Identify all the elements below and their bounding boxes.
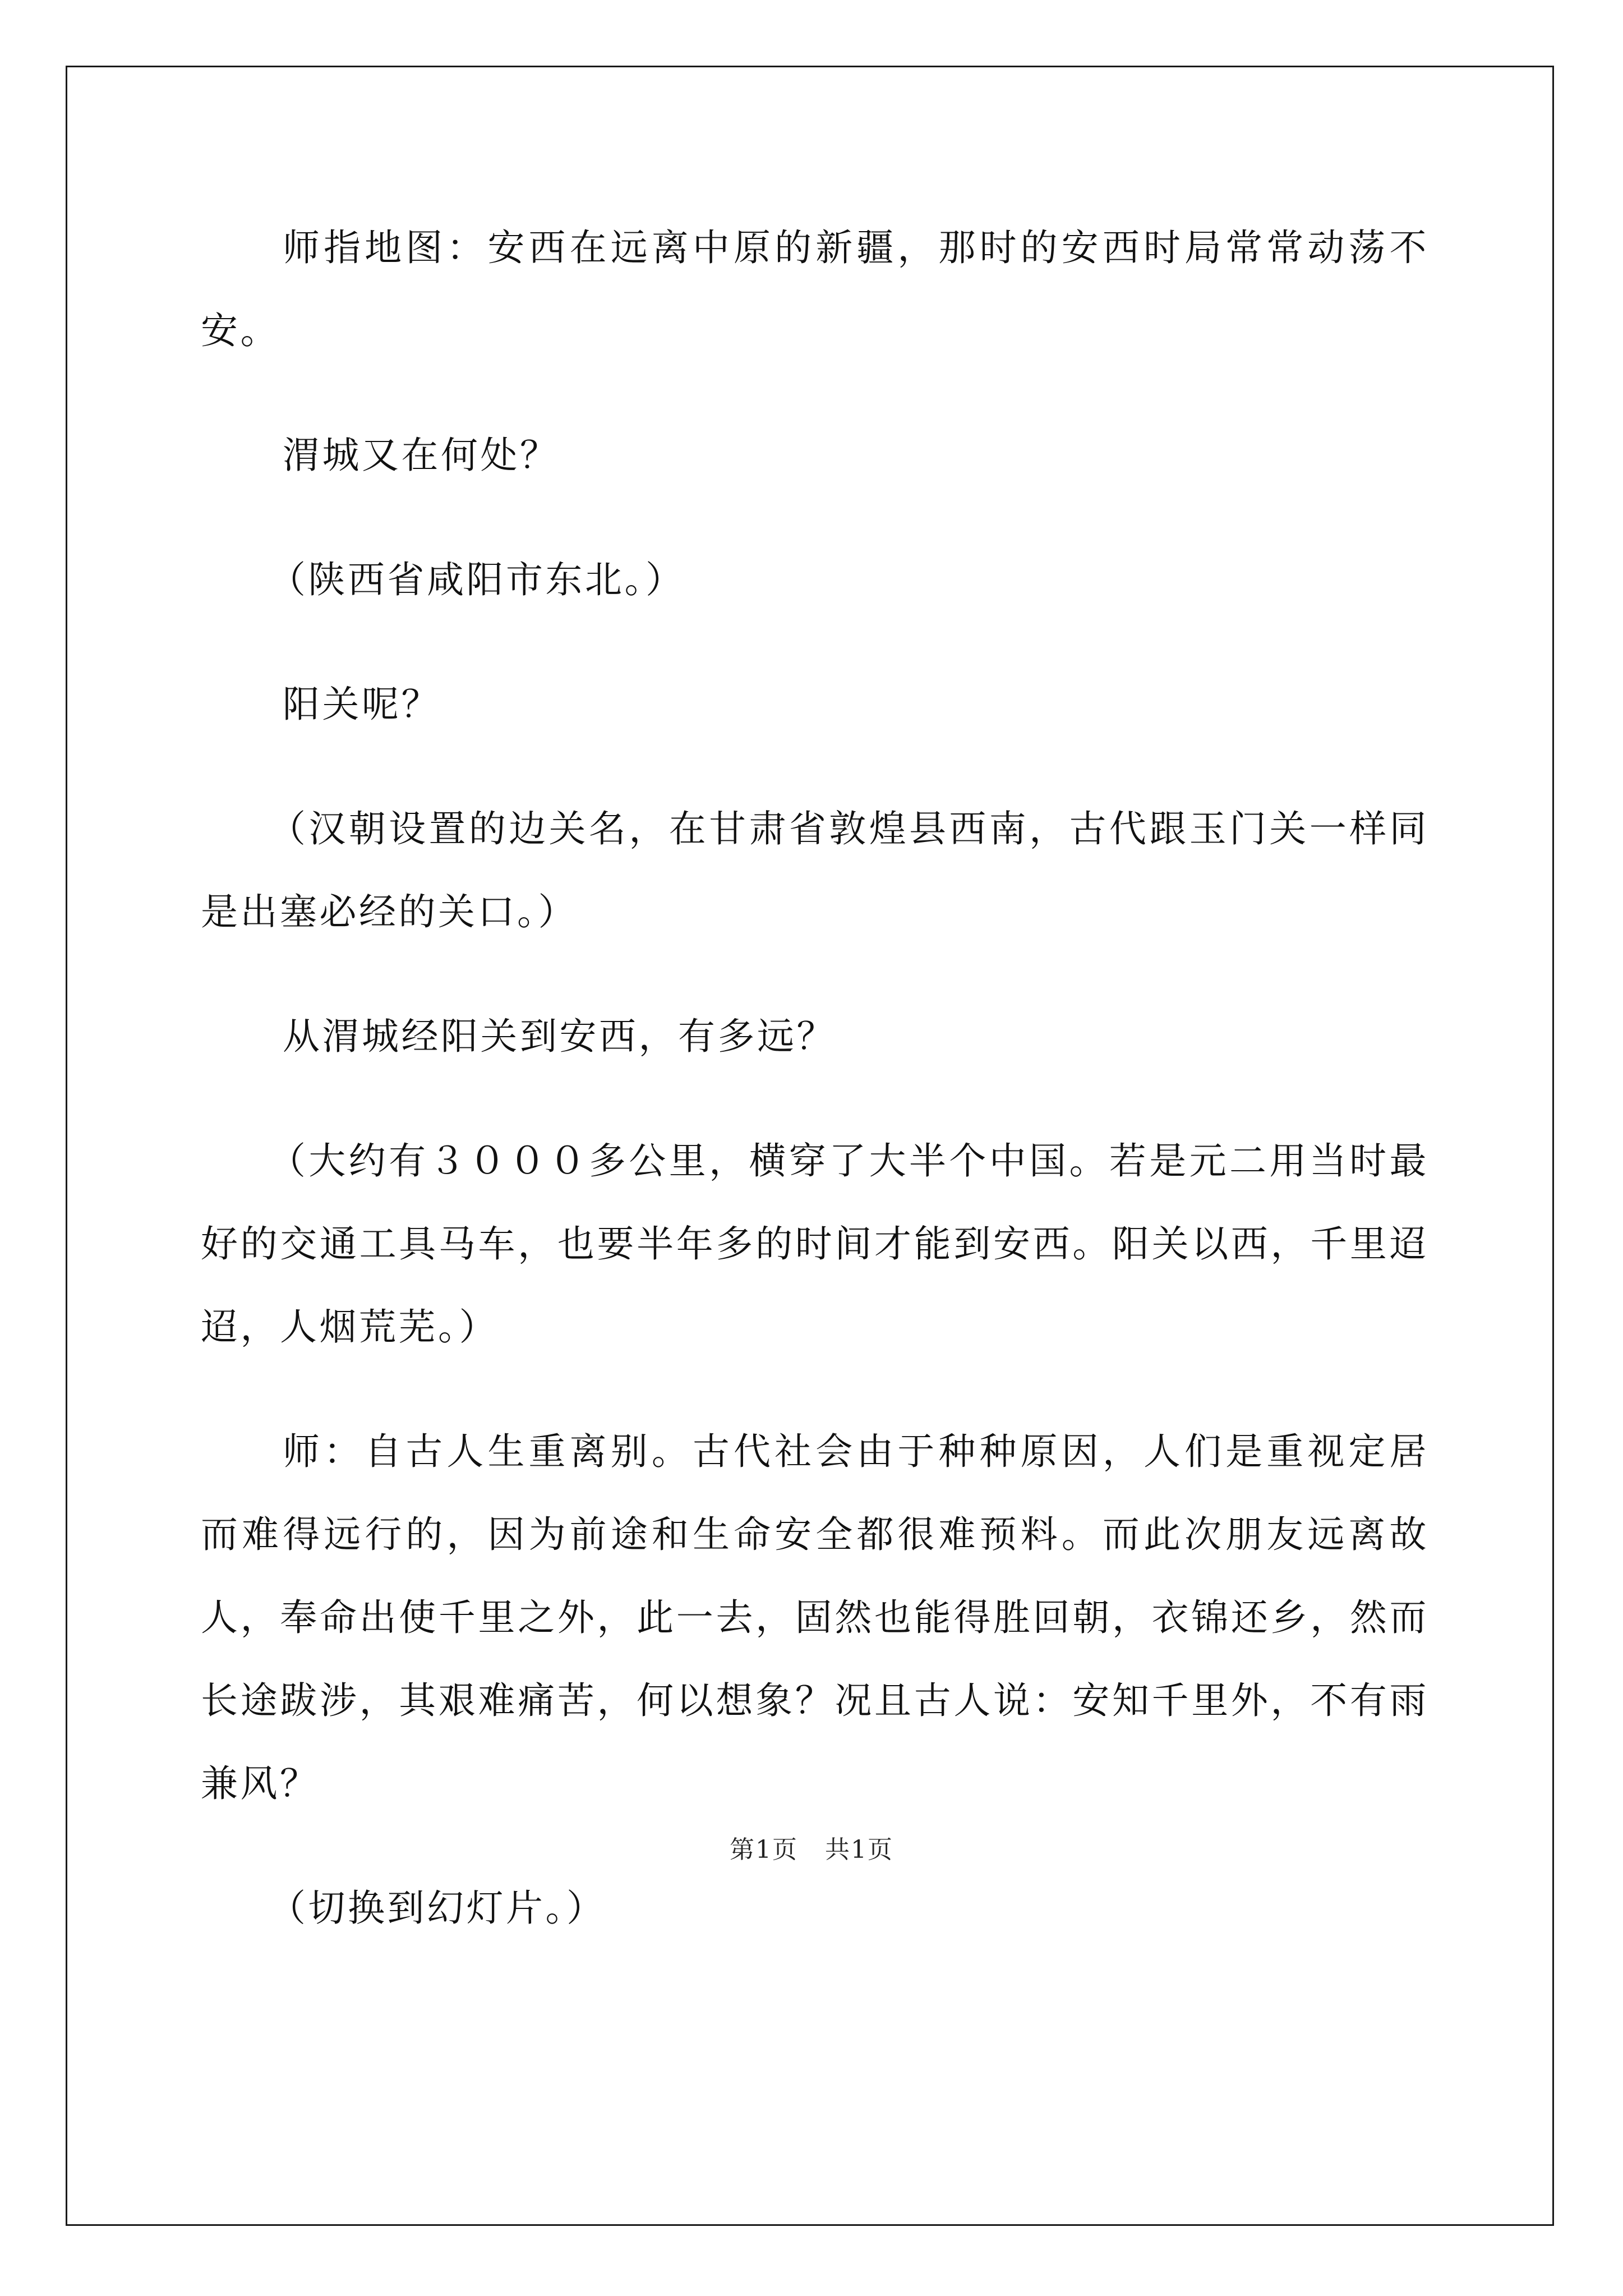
paragraph-answer-weicheng: （陕西省咸阳市东北。） — [269, 558, 685, 601]
paragraph-answer-yangguan: （汉朝设置的边关名，在甘肃省敦煌县西南，古代跟玉门关一样同是出塞必经的关口。） — [201, 807, 1429, 933]
document-body — [201, 206, 1429, 1991]
paragraph-map-intro: 师指地图：安西在远离中原的新疆，那时的安西时局常常动荡不安。 — [201, 226, 1429, 352]
paragraph-slide-switch: （切换到幻灯片。） — [269, 1887, 606, 1930]
paragraph-answer-distance: （大约有３０００多公里，横穿了大半个中国。若是元二用当时最好的交通工具马车，也要半年多的时间才能到安西。阳关以西，千里迢迢，人烟荒芜。） — [201, 1139, 1429, 1349]
paragraph-question-yangguan: 阳关呢？ — [283, 683, 441, 726]
page-total: 共1页 — [825, 1835, 893, 1864]
page-footer — [0, 1833, 1623, 1867]
page-number: 第1页 — [730, 1835, 798, 1864]
paragraph-question-weicheng: 渭城又在何处？ — [283, 434, 560, 477]
paragraph-teacher-commentary: 师：自古人生重离别。古代社会由于种种原因，人们是重视定居而难得远行的，因为前途和生命安全都很难预料。而此次朋友远离故人，奉命出使千里之外，此一去，固然也能得胜回朝，衣锦还乡，然而长途跋涉，其艰难痛苦，何以想象？况且古人说：安知千里外，不有雨兼风？ — [201, 1430, 1429, 1805]
paragraph-question-distance: 从渭城经阳关到安西，有多远？ — [283, 1015, 836, 1058]
